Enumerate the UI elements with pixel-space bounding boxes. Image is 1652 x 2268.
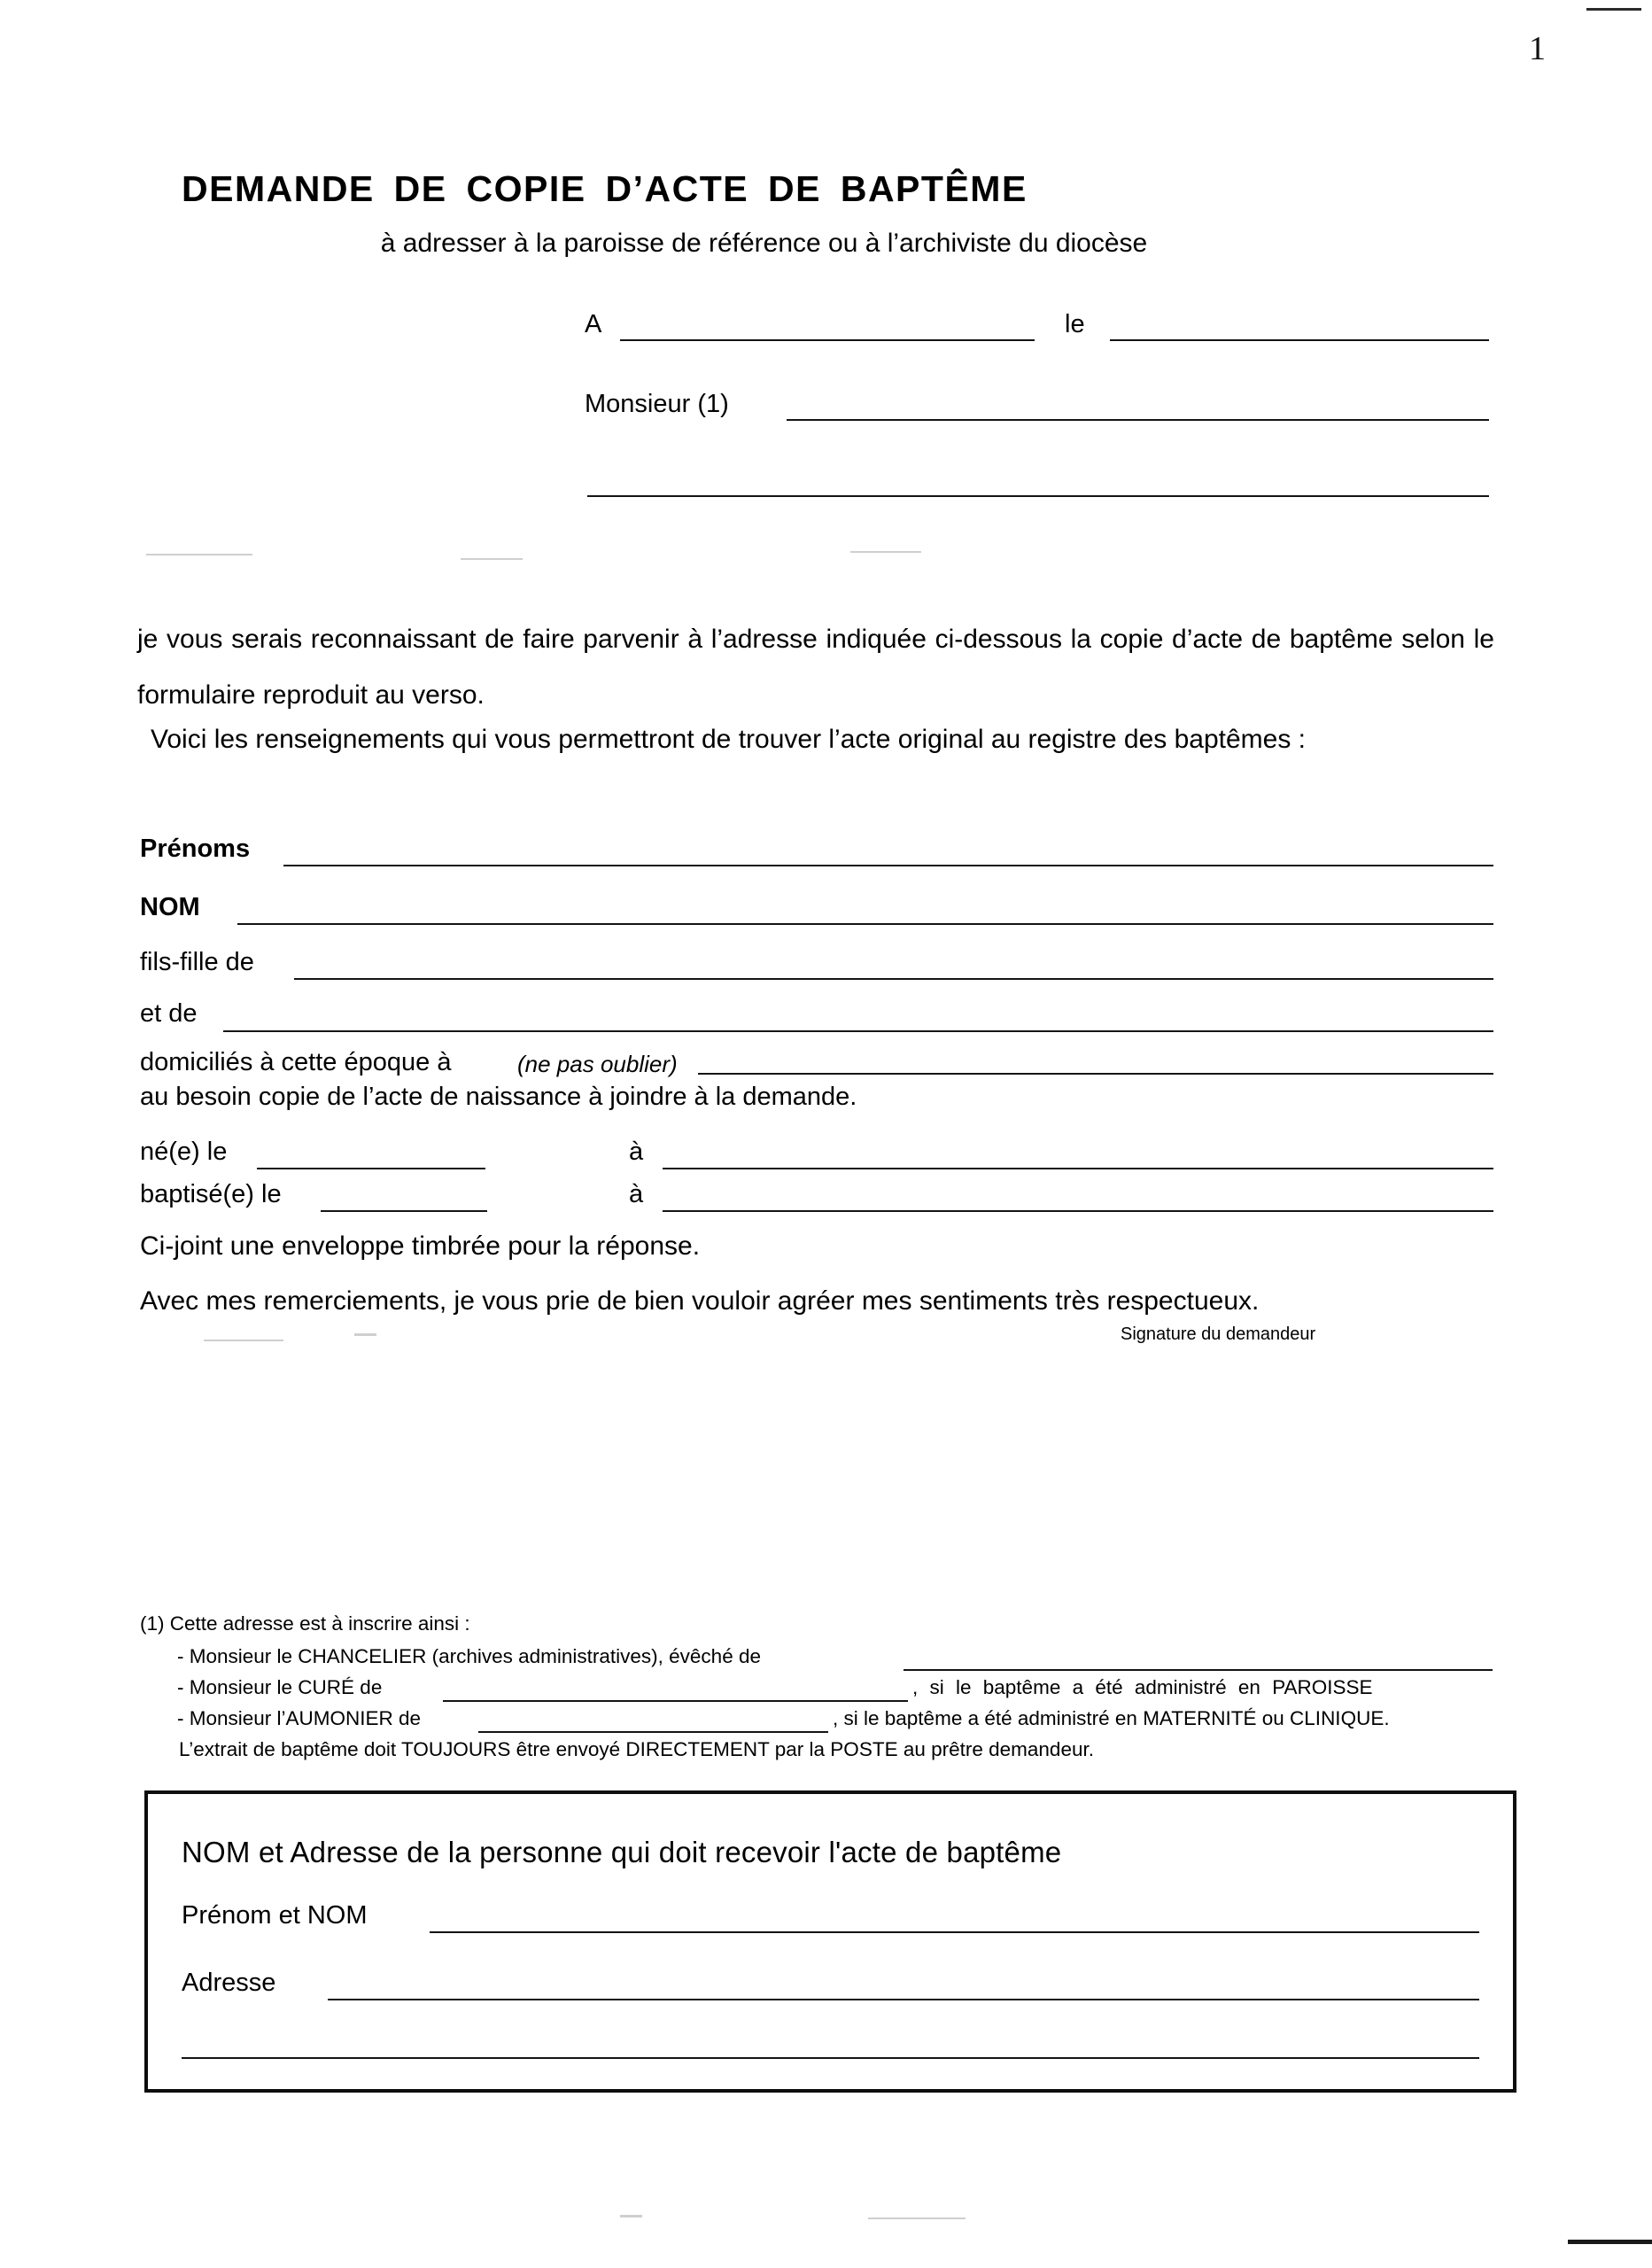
- scan-artifact-top-right: [1586, 8, 1641, 11]
- signature-caption: Signature du demandeur: [1121, 1324, 1316, 1344]
- baptise-a-label: à: [629, 1180, 644, 1208]
- chancelier-input-line[interactable]: [904, 1669, 1493, 1671]
- scan-speck: [354, 1333, 376, 1336]
- date-label: le: [1065, 310, 1085, 338]
- scan-speck: [461, 558, 523, 560]
- intro-paragraph-2: Voici les renseignements qui vous permettront de trouver l’acte original au registre des baptêmes :: [151, 725, 1307, 754]
- recipient-label: Monsieur (1): [585, 390, 729, 418]
- recipient-name-label: Prénom et NOM: [182, 1901, 368, 1930]
- date-input-line[interactable]: [1110, 339, 1489, 341]
- page-number: 1: [1529, 30, 1546, 67]
- et-de-input-line[interactable]: [223, 1030, 1493, 1032]
- place-input-line[interactable]: [620, 339, 1035, 341]
- ne-a-label: à: [629, 1138, 644, 1166]
- footnote-option-cure: - Monsieur le CURÉ de: [177, 1676, 383, 1698]
- scan-speck: [850, 551, 921, 553]
- recipient-input-line[interactable]: [787, 419, 1489, 421]
- baptise-le-label: baptisé(e) le: [140, 1180, 282, 1208]
- footnote-notice: L’extrait de baptême doit TOUJOURS être envoyé DIRECTEMENT par la POSTE au prêtre demandeur.: [179, 1738, 1094, 1760]
- ne-le-input-line[interactable]: [257, 1168, 485, 1169]
- footnote-intro: (1) Cette adresse est à inscrire ainsi :: [140, 1612, 470, 1635]
- ne-a-input-line[interactable]: [663, 1168, 1493, 1169]
- thanks-line: Avec mes remerciements, je vous prie de bien vouloir agréer mes sentiments très respectueux.: [140, 1286, 1260, 1316]
- fils-fille-input-line[interactable]: [294, 978, 1493, 980]
- prenoms-label: Prénoms: [140, 835, 251, 863]
- page-title: DEMANDE DE COPIE D’ACTE DE BAPTÊME: [182, 168, 1028, 209]
- naissance-note: au besoin copie de l’acte de naissance à joindre à la demande.: [140, 1083, 857, 1111]
- fils-fille-label: fils-fille de: [140, 948, 254, 976]
- intro-paragraph-1: je vous serais reconnaissant de faire parvenir à l’adresse indiquée ci-dessous la copie d’acte de baptême selon le formulaire reproduit au verso.: [137, 625, 1494, 710]
- scan-speck: [620, 2215, 642, 2218]
- footnote-option-cure-suffix: , si le baptême a été administré en PAROISSE: [912, 1676, 1373, 1698]
- ne-le-label: né(e) le: [140, 1138, 228, 1166]
- recipient-name-input-line[interactable]: [430, 1931, 1479, 1933]
- recipient-address-input-line-2[interactable]: [182, 2057, 1479, 2059]
- cure-input-line[interactable]: [443, 1700, 908, 1702]
- recipient-input-line-2[interactable]: [587, 495, 1489, 497]
- recipient-address-label: Adresse: [182, 1969, 276, 1997]
- baptise-le-input-line[interactable]: [321, 1210, 487, 1212]
- recipient-box-title: NOM et Adresse de la personne qui doit recevoir l'acte de baptême: [182, 1836, 1062, 1868]
- footnote-option-chancelier: - Monsieur le CHANCELIER (archives administratives), évêché de: [177, 1645, 761, 1667]
- footnote-option-aumonier: - Monsieur l’AUMONIER de: [177, 1707, 422, 1729]
- scan-speck: [868, 2218, 966, 2219]
- scan-artifact-bottom-right: [1568, 2240, 1652, 2244]
- place-label: A: [585, 310, 602, 338]
- recipient-address-input-line[interactable]: [328, 1999, 1479, 2000]
- scan-speck: [204, 1340, 283, 1341]
- et-de-label: et de: [140, 999, 198, 1028]
- domicilies-input-line[interactable]: [698, 1073, 1493, 1075]
- domicilies-label: domiciliés à cette époque à: [140, 1048, 452, 1076]
- prenoms-input-line[interactable]: [283, 865, 1493, 866]
- aumonier-input-line[interactable]: [478, 1731, 828, 1733]
- baptise-a-input-line[interactable]: [663, 1210, 1493, 1212]
- nom-input-line[interactable]: [237, 923, 1493, 925]
- footnote-option-aumonier-suffix: , si le baptême a été administré en MATERNITÉ ou CLINIQUE.: [833, 1707, 1390, 1729]
- scan-speck: [146, 554, 252, 555]
- domicilies-hint: (ne pas oublier): [517, 1051, 678, 1077]
- page-subtitle: à adresser à la paroisse de référence ou à l’archiviste du diocèse: [380, 229, 1148, 258]
- envelope-line: Ci-joint une enveloppe timbrée pour la réponse.: [140, 1231, 701, 1261]
- nom-label: NOM: [140, 893, 200, 921]
